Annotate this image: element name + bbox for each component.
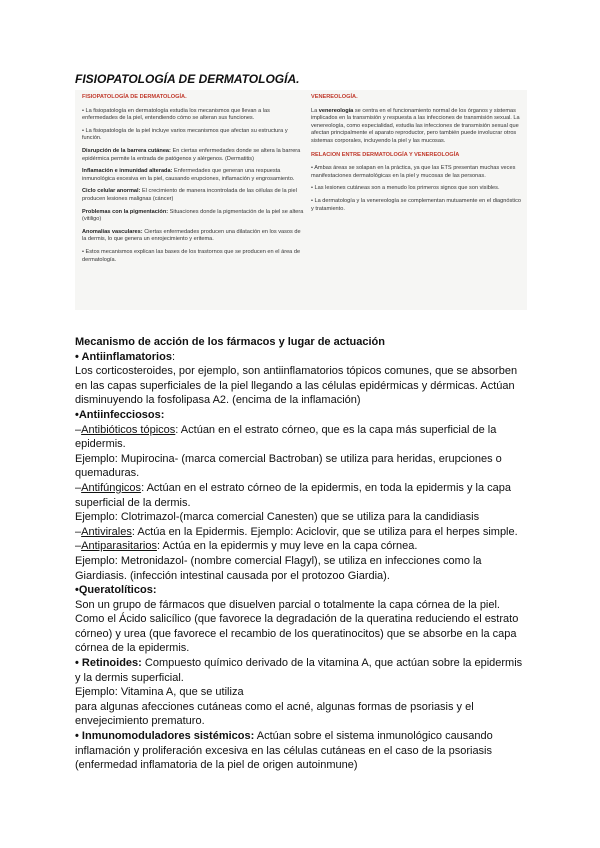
left-item: Anomalías vasculares: Ciertas enfermedades producen una dilatación en los vasos de la dermis, lo que genera un enrojecimiento y eritema.	[82, 228, 301, 243]
right-item: • La dermatología y la venereología se complementan mutuamente en el diagnóstico y tratamiento.	[311, 197, 521, 212]
document-body	[75, 335, 530, 773]
antiparasitarios-line: –Antiparasitarios: Actúa en la epidermis y muy leve en la capa córnea.	[75, 540, 418, 553]
retinoides-text2: para algunas afecciones cutáneas como el acné, algunas formas de psoriasis y el envejecimiento prematuro.	[75, 700, 474, 728]
left-item: • La fisiopatología de la piel incluye varios mecanismos que afectan su estructura y función.	[82, 127, 288, 142]
antifungicos-line: –Antifúngicos: Actúan en el estrato córneo de la epidermis, en toda la epidermis y la capa superficial de la dermis.	[75, 481, 512, 509]
antivirales-line: –Antivirales: Actúa en la Epidermis. Ejemplo: Aciclovir, que se utiliza para el herpes simple.	[75, 525, 518, 538]
antibioticos-example: Ejemplo: Mupirocina- (marca comercial Bactroban) se utiliza para heridas, erupciones o quemaduras.	[75, 452, 502, 480]
retinoides-example: Ejemplo: Vitamina A, que se utiliza	[75, 686, 244, 699]
section-heading: Mecanismo de acción de los fármacos y lugar de actuación	[75, 336, 385, 348]
venereology-intro: La venereología se centra en el funcionamiento normal de los órganos y sistemas implicados en la transmisión y respuesta a las infecciones de transmisión sexual. La venereología, como especialidad, estudia las infecciones de transmisión sexual que afectan principalmente el aparato reproductor, pero también puede involucrar otros sistemas corporales, incluyendo la piel y las mucosas.	[311, 107, 520, 144]
antifungicos-example: Ejemplo: Clotrimazol-(marca comercial Canesten) que se utiliza para la candidiasis	[75, 511, 480, 524]
relation-heading: RELACION ENTRE DERMATOLOGÍA Y VENEREOLOGÍA	[311, 151, 460, 158]
summary-right-column	[311, 94, 523, 218]
document-title: FISIOPATOLOGÍA DE DERMATOLOGÍA.	[75, 72, 300, 86]
queratoliticos-heading: •Queratolíticos:	[75, 584, 157, 597]
right-item: • Ambas áreas se solapan en la práctica, ya que las ETS presentan muchas veces manifestaciones dermatológicas en la piel y mucosas de las personas.	[311, 165, 516, 179]
retinoides-line: • Retinoides: Compuesto químico derivado de la vitamina A, que actúan sobre la epidermis y la dermis superficial.	[75, 657, 523, 684]
right-column-heading: VENEREOLOGÍA.	[311, 94, 358, 100]
right-item: • Las lesiones cutáneas son a menudo los primeros signos que son visibles.	[311, 185, 500, 192]
left-item: Inflamación e inmunidad alterada: Enfermedades que generan una respuesta inmunológica excesiva en la piel, causando erupciones, inflamación y engrosamiento.	[82, 168, 295, 182]
left-item: Ciclo celular anormal: El crecimiento de manera incontrolada de las células de la piel producen lesiones malignas (cáncer)	[82, 188, 297, 202]
antibioticos-line: –Antibióticos tópicos: Actúan en el estrato córneo, que es la capa más superficial de la epidermis.	[75, 423, 497, 451]
left-item: • La fisiopatología en dermatología estudia los mecanismos que llevan a las enfermedades de la piel, entendiendo cómo se alteran sus funciones.	[82, 107, 270, 122]
antiparasitarios-example: Ejemplo: Metronidazol- (nombre comercial Flagyl), se utiliza en infecciones como la Giardiasis. (infección intestinal causada por el protozoo Giardia).	[75, 554, 482, 582]
left-column-heading: FISIOPATOLOGÍA DE DERMATOLOGÍA.	[82, 94, 187, 100]
summary-left-column	[82, 94, 306, 269]
left-item: Problemas con la pigmentación: Situaciones donde la pigmentación de la piel se altera (vitiligo)	[82, 208, 304, 223]
left-item: Disrupción de la barrera cutánea: En ciertas enfermedades donde se altera la barrera epidérmica permite la entrada de patógenos y alérgenos. (Dermatitis)	[82, 147, 301, 162]
queratoliticos-text: Son un grupo de fármacos que disuelven parcial o totalmente la capa córnea de la piel. Como el Ácido salicílico (que favorece la degradación de la queratina reduciendo el estrato córneo) y urea (que favorece el recambio de los queratinocitos) que se absorbe en la capa córnea de la epidermis.	[75, 598, 519, 655]
summary-slide-image	[75, 90, 527, 310]
antiinflamatorios-heading: • Antiinflamatorios:	[75, 350, 176, 363]
antiinflamatorios-text: Los corticosteroides, por ejemplo, son antiinflamatorios tópicos comunes, que se absorben en las capas superficiales de la piel llegando a las células epidérmicas y dérmicas. Actúan disminuyendo la fosfolipasa A2. (encima de la inflamación)	[75, 365, 518, 407]
inmunomoduladores-line: • Inmunomoduladores sistémicos: Actúan sobre el sistema inmunológico causando inflamación y proliferación excesiva en las células cutáneas en el caso de la psoriasis (enfermedad inflamatoria de la piel de origen autoinmune)	[75, 730, 493, 772]
antiinfecciosos-heading: •Antiinfecciosos:	[75, 408, 165, 421]
left-item: • Estos mecanismos explican las bases de los trastornos que se producen en el área de dermatología.	[82, 248, 301, 263]
